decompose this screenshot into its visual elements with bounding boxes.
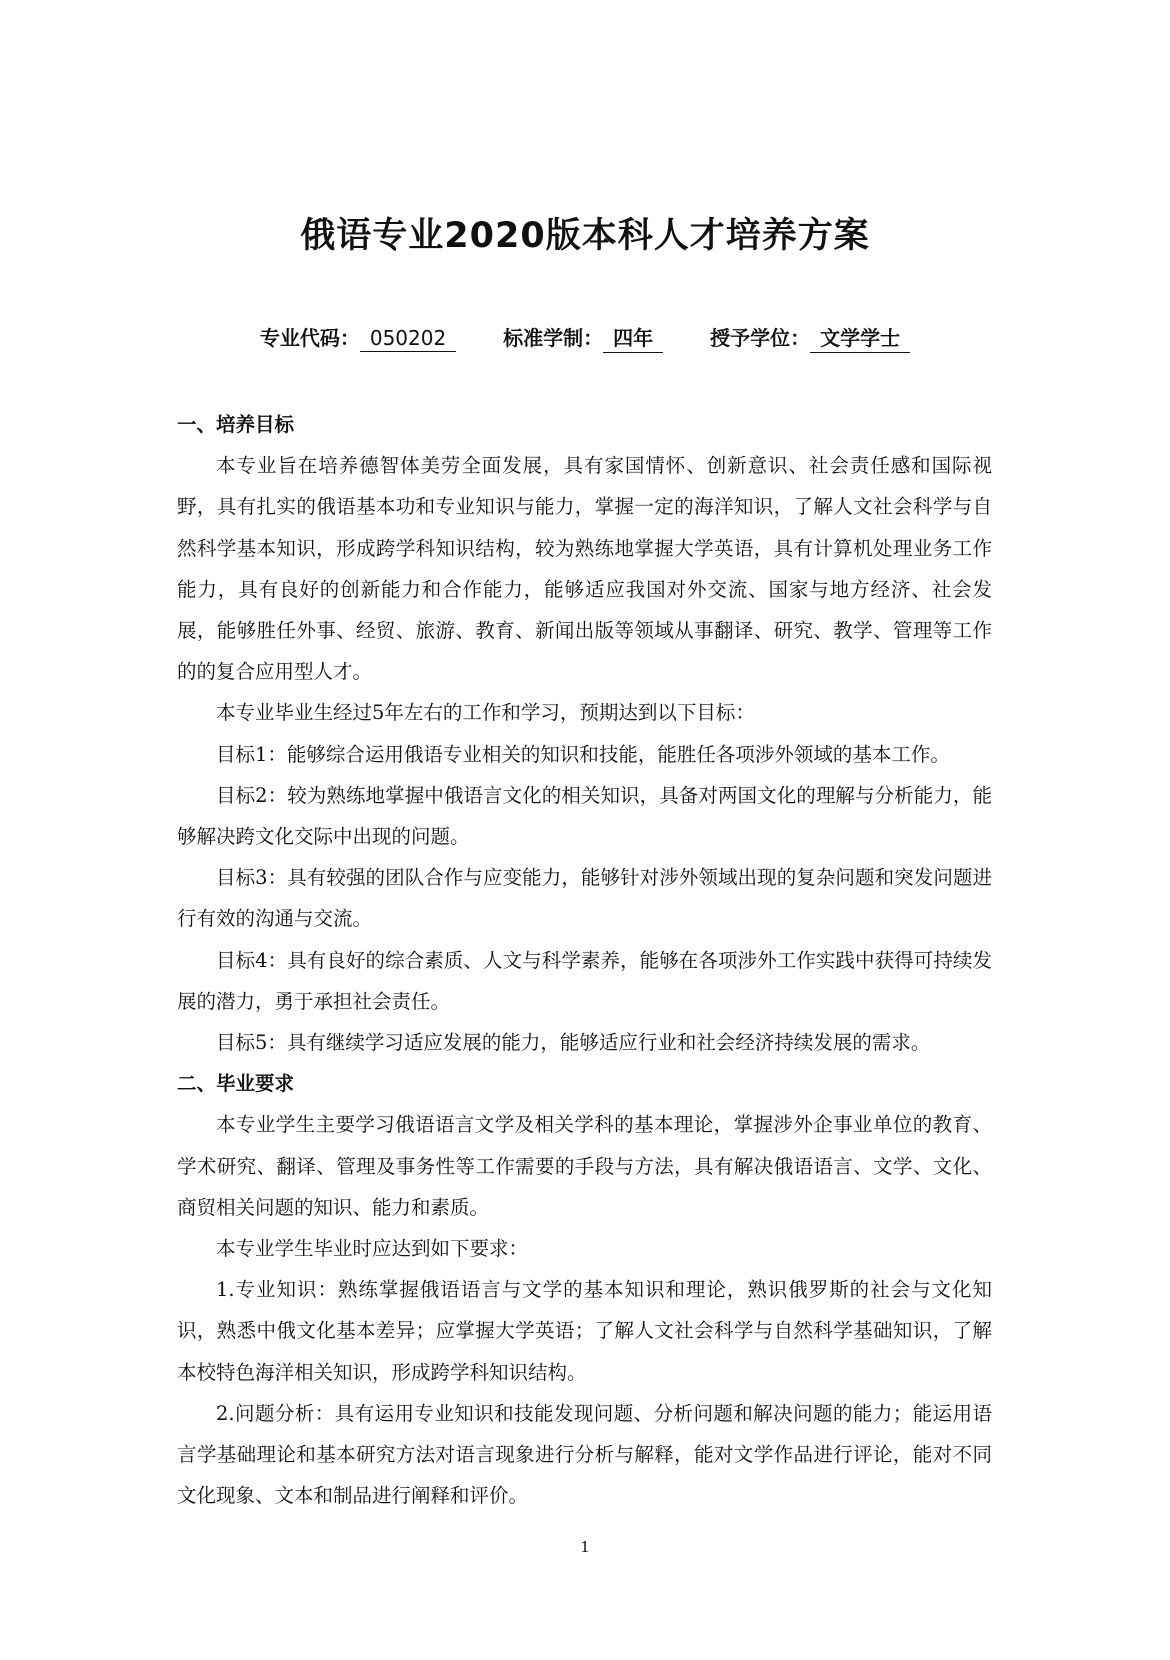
program-code-value: 050202 xyxy=(360,326,456,352)
objective-item: 目标2：较为熟练地掌握中俄语言文化的相关知识，具备对两国文化的理解与分析能力，能够解决跨文化交际中出现的问题。 xyxy=(177,783,992,849)
program-code xyxy=(260,322,456,352)
program-degree xyxy=(710,322,910,353)
program-degree-label: 授予学位： xyxy=(710,326,811,350)
objective-item: 目标3：具有较强的团队合作与应变能力，能够针对涉外领域出现的复杂问题和突发问题进行有效的沟通与交流。 xyxy=(177,866,992,931)
paragraph: 本专业学生毕业时应达到如下要求： xyxy=(216,1237,529,1261)
program-code-label: 专业代码： xyxy=(259,326,360,350)
page-title: 俄语专业2020版本科人才培养方案 xyxy=(300,216,870,256)
document-body xyxy=(177,404,992,1516)
program-degree-value: 文学学士 xyxy=(810,322,910,353)
requirement-item: 1.专业知识：熟练掌握俄语语言与文学的基本知识和理论，熟识俄罗斯的社会与文化知识，熟悉中俄文化基本差异；应掌握大学英语；了解人文社会科学与自然科学基础知识，了解本校特色海洋相关知识，形成跨学科知识结构。 xyxy=(177,1278,992,1384)
objective-item: 目标4：具有良好的综合素质、人文与科学素养，能够在各项涉外工作实践中获得可持续发展的潜力，勇于承担社会责任。 xyxy=(177,948,992,1013)
program-meta xyxy=(0,322,1170,353)
page-number: 1 xyxy=(580,1538,590,1556)
section-heading-objectives: 一、培养目标 xyxy=(177,413,295,436)
section-heading-graduation-requirements: 二、毕业要求 xyxy=(177,1072,295,1096)
objective-item: 目标5：具有继续学习适应发展的能力，能够适应行业和社会经济持续发展的需求。 xyxy=(216,1031,931,1055)
objective-item: 目标1：能够综合运用俄语专业相关的知识和技能，能胜任各项涉外领域的基本工作。 xyxy=(216,742,950,766)
program-duration xyxy=(503,322,663,353)
paragraph: 本专业毕业生经过5年左右的工作和学习，预期达到以下目标： xyxy=(216,701,755,725)
paragraph: 本专业学生主要学习俄语语言文学及相关学科的基本理论，掌握涉外企事业单位的教育、学术研究、翻译、管理及事务性等工作需要的手段与方法，具有解决俄语语言、文学、文化、商贸相关问题的知识、能力和素质。 xyxy=(177,1113,992,1219)
program-duration-label: 标准学制： xyxy=(503,326,604,350)
requirement-item: 2.问题分析：具有运用专业知识和技能发现问题、分析问题和解决问题的能力；能运用语言学基础理论和基本研究方法对语言现象进行分析与解释，能对文学作品进行评论，能对不同文化现象、文本和制品进行阐释和评价。 xyxy=(177,1401,992,1508)
paragraph: 本专业旨在培养德智体美劳全面发展，具有家国情怀、创新意识、社会责任感和国际视野，具有扎实的俄语基本功和专业知识与能力，掌握一定的海洋知识，了解人文社会科学与自然科学基本知识，形成跨学科知识结构，较为熟练地掌握大学英语，具有计算机处理业务工作能力，具有良好的创新能力和合作能力，能够适应我国对外交流、国家与地方经济、社会发展，能够胜任外事、经贸、旅游、教育、新闻出版等领域从事翻译、研究、教学、管理等工作的的复合应用型人才。 xyxy=(177,454,992,684)
program-duration-value: 四年 xyxy=(603,322,663,353)
